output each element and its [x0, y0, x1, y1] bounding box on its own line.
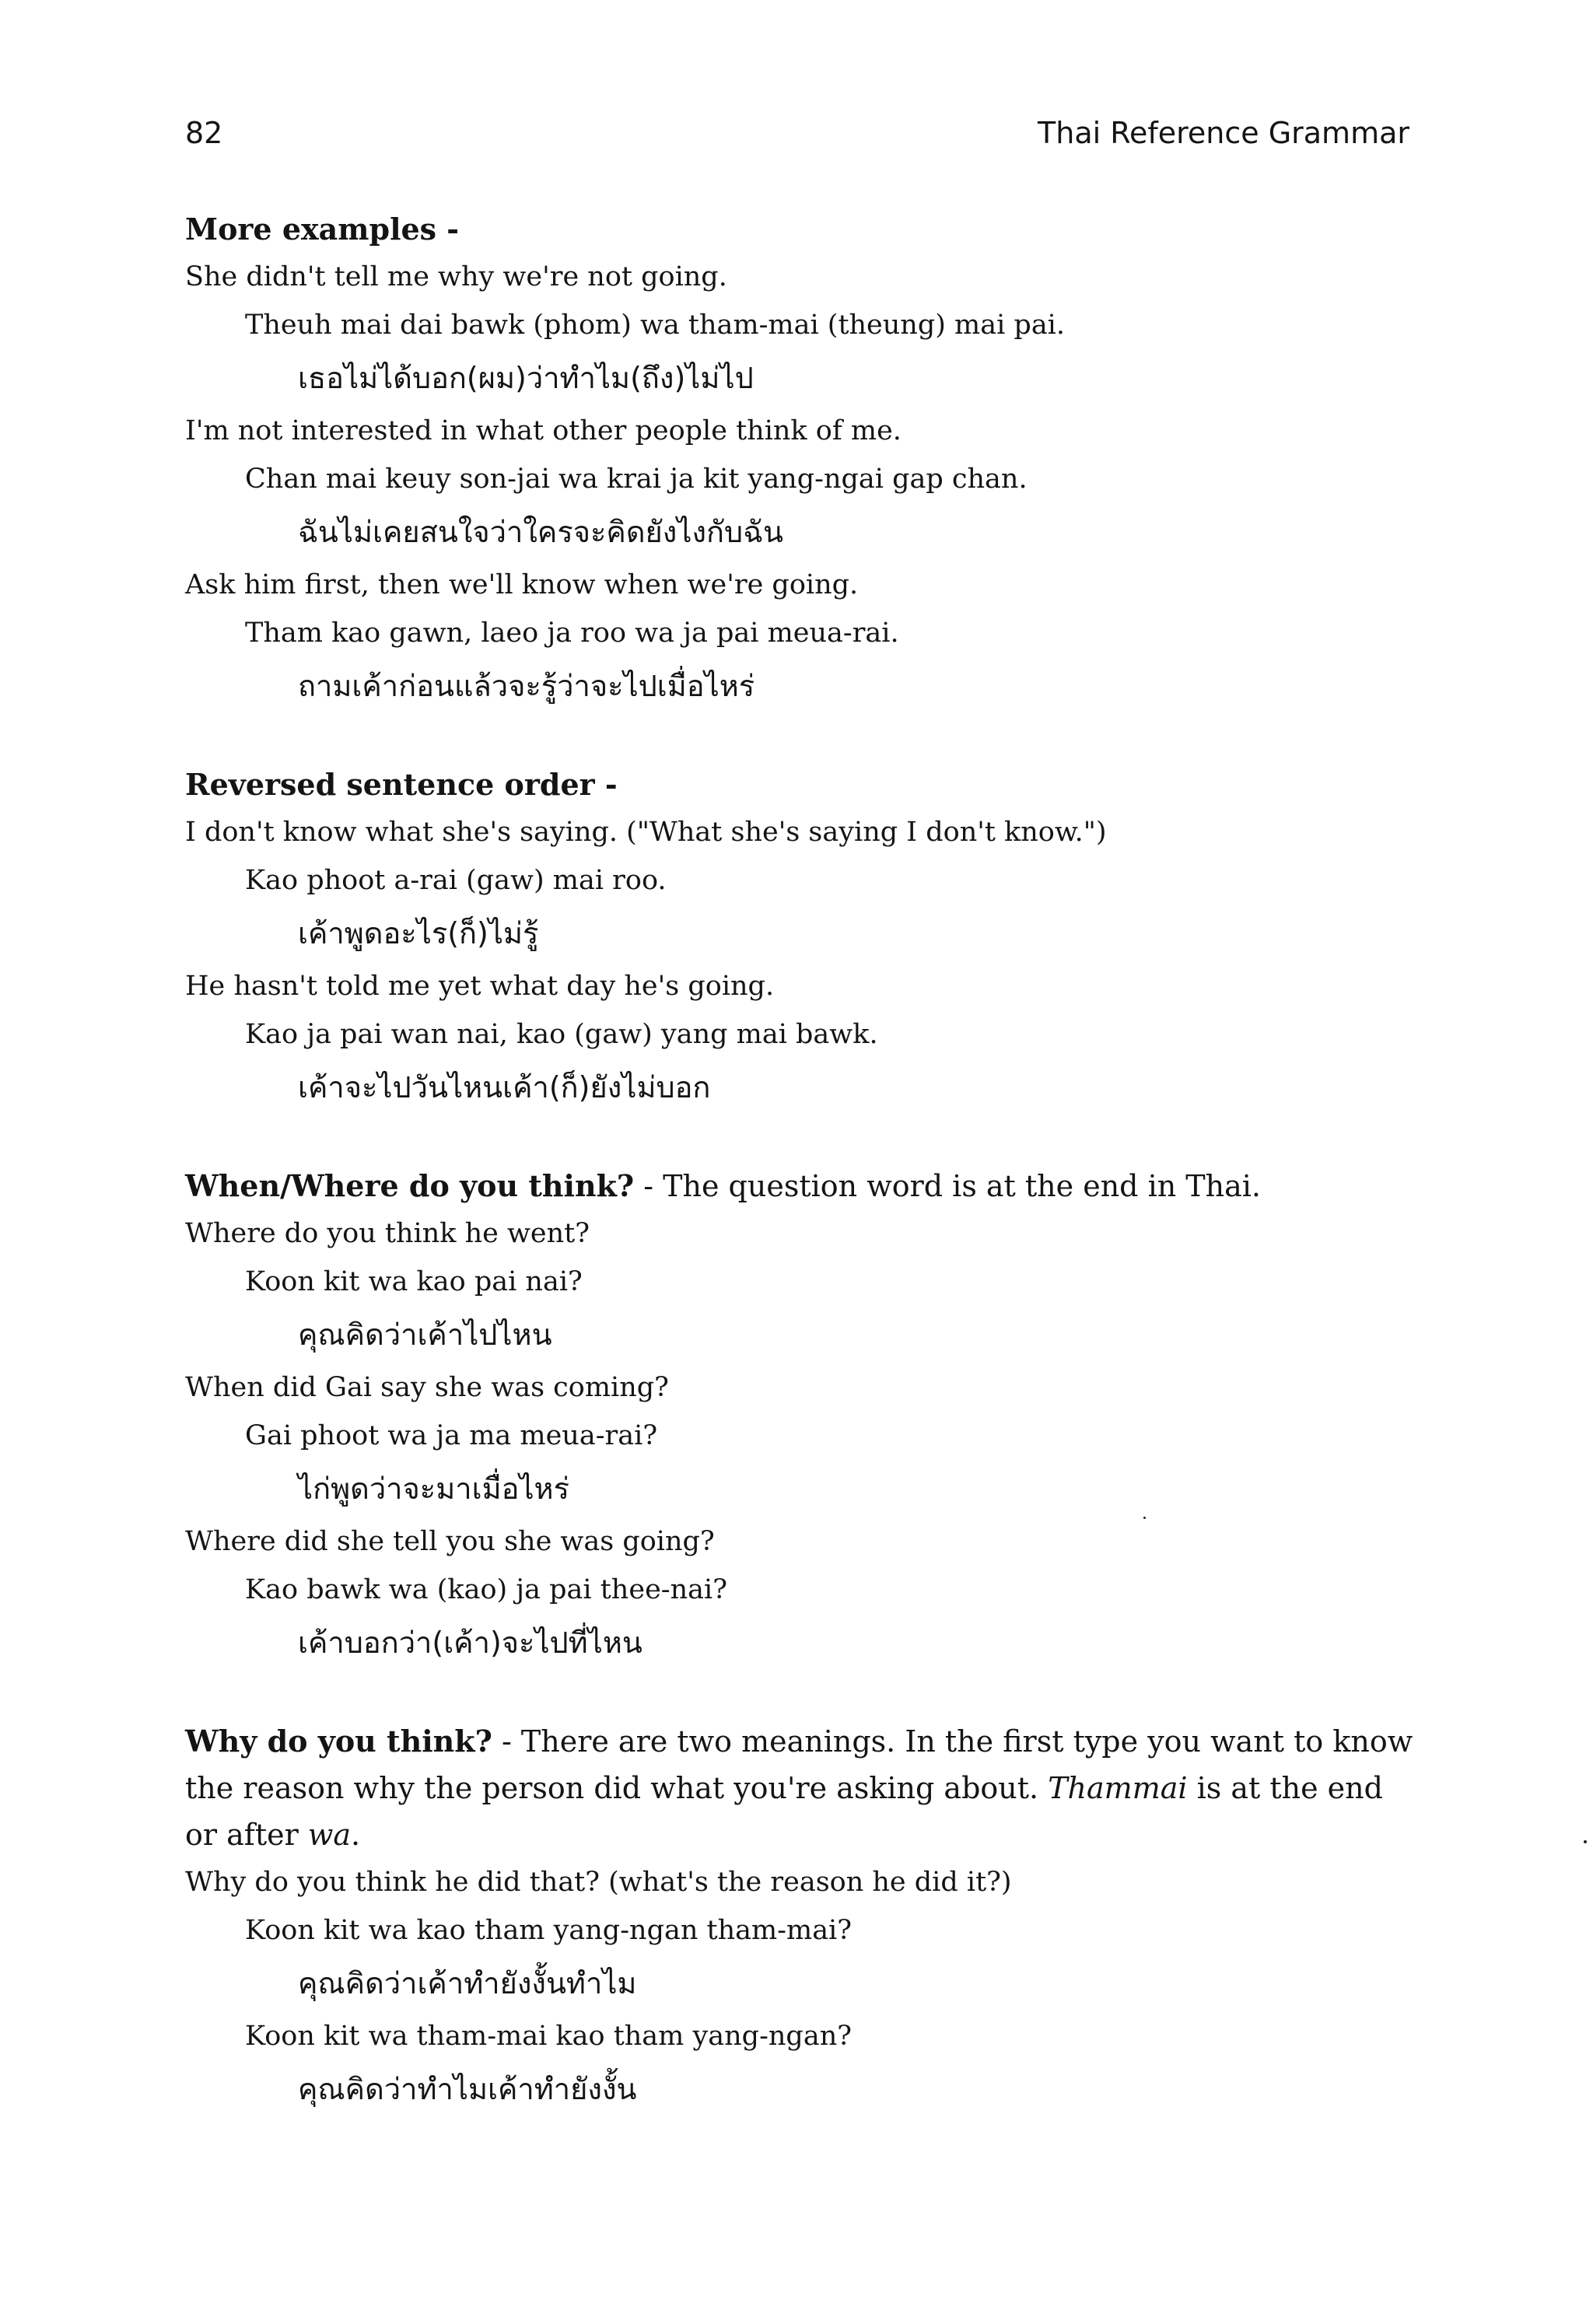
- section-why: [185, 1718, 1414, 2118]
- thai-term: Thammai: [1048, 1771, 1188, 1805]
- example: [185, 1209, 1414, 1363]
- english-sentence: Where did she tell you she was going?: [185, 1526, 715, 1557]
- section-title: When/Where do you think?: [185, 1168, 635, 1203]
- english-sentence: I don't know what she's saying. ("What she's saying I don't know."): [185, 817, 1107, 848]
- section-description: - The question word is at the end in Thai.: [634, 1169, 1262, 1203]
- page-header: [185, 113, 1409, 153]
- english-sentence: I'm not interested in what other people think of me.: [185, 415, 902, 446]
- english-sentence: Ask him first, then we'll know when we're going.: [185, 569, 859, 600]
- example: [185, 2012, 1414, 2118]
- running-title: Thai Reference Grammar: [1038, 116, 1409, 150]
- thai-script: เค้าบอกว่า(เค้า)จะไปที่ไหน: [298, 1626, 642, 1660]
- section-reversed-order: [185, 761, 1414, 1116]
- thai-script: เค้าจะไปวันไหนเค้า(ก็)ยังไม่บอก: [298, 1070, 711, 1104]
- thai-script: ไก่พูดว่าจะมาเมื่อไหร่: [298, 1472, 570, 1506]
- example: [185, 962, 1414, 1116]
- section-heading: [185, 1163, 1414, 1209]
- page-number: 82: [185, 116, 223, 150]
- page-content: [185, 206, 1414, 2165]
- section-heading: [185, 761, 1414, 808]
- transliteration: Gai phoot wa ja ma meua-rai?: [245, 1420, 658, 1451]
- example: [185, 253, 1414, 407]
- example: [185, 561, 1414, 715]
- transliteration: Kao bawk wa (kao) ja pai thee-nai?: [245, 1574, 727, 1605]
- section-heading: [185, 1718, 1414, 1858]
- section-title: Why do you think?: [185, 1724, 492, 1759]
- description-text: - There are two meanings. In the first type you want to know the reason why the person did what you're asking about.: [185, 1724, 1413, 1805]
- transliteration: Tham kao gawn, laeo ja roo wa ja pai meua-rai.: [245, 618, 899, 649]
- section-more-examples: [185, 206, 1414, 715]
- english-sentence: Where do you think he went?: [185, 1218, 590, 1249]
- transliteration: Koon kit wa tham-mai kao tham yang-ngan?: [245, 2021, 853, 2052]
- example: [185, 1858, 1414, 2012]
- scan-speck: [1584, 1840, 1587, 1843]
- scan-speck: [1143, 1517, 1146, 1519]
- example: [185, 808, 1414, 962]
- thai-script: ถามเค้าก่อนแล้วจะรู้ว่าจะไปเมื่อไหร่: [298, 669, 755, 703]
- description-text: .: [351, 1818, 361, 1852]
- transliteration: Theuh mai dai bawk (phom) wa tham-mai (theung) mai pai.: [245, 310, 1065, 341]
- transliteration: Chan mai keuy son-jai wa krai ja kit yang-ngai gap chan.: [245, 464, 1028, 495]
- thai-script: เค้าพูดอะไร(ก็)ไม่รู้: [298, 916, 539, 950]
- thai-term: wa: [307, 1818, 352, 1852]
- section-title: More examples -: [185, 212, 460, 247]
- transliteration: Koon kit wa kao tham yang-ngan tham-mai?: [245, 1915, 853, 1946]
- example: [185, 1363, 1414, 1517]
- transliteration: Kao phoot a-rai (gaw) mai roo.: [245, 865, 667, 896]
- english-sentence: When did Gai say she was coming?: [185, 1372, 669, 1403]
- english-sentence: He hasn't told me yet what day he's going.: [185, 971, 775, 1002]
- section-when-where: [185, 1163, 1414, 1671]
- description-text: is at the end or after: [185, 1771, 1383, 1852]
- transliteration: Koon kit wa kao pai nai?: [245, 1266, 583, 1297]
- thai-script: เธอไม่ได้บอก(ผม)ว่าทำไม(ถึง)ไม่ไป: [298, 361, 754, 395]
- thai-script: คุณคิดว่าเค้าไปไหน: [298, 1318, 552, 1352]
- example: [185, 1517, 1414, 1671]
- thai-script: ฉันไม่เคยสนใจว่าใครจะคิดยังไงกับฉัน: [298, 515, 783, 549]
- thai-script: คุณคิดว่าเค้าทำยังงั้นทำไม: [298, 1966, 637, 2000]
- section-heading: [185, 206, 1414, 253]
- thai-script: คุณคิดว่าทำไมเค้าทำยังงั้น: [298, 2072, 637, 2106]
- transliteration: Kao ja pai wan nai, kao (gaw) yang mai bawk.: [245, 1019, 878, 1050]
- english-sentence: Why do you think he did that? (what's the reason he did it?): [185, 1867, 1012, 1898]
- example: [185, 407, 1414, 561]
- section-title: Reversed sentence order -: [185, 767, 618, 802]
- english-sentence: She didn't tell me why we're not going.: [185, 261, 727, 292]
